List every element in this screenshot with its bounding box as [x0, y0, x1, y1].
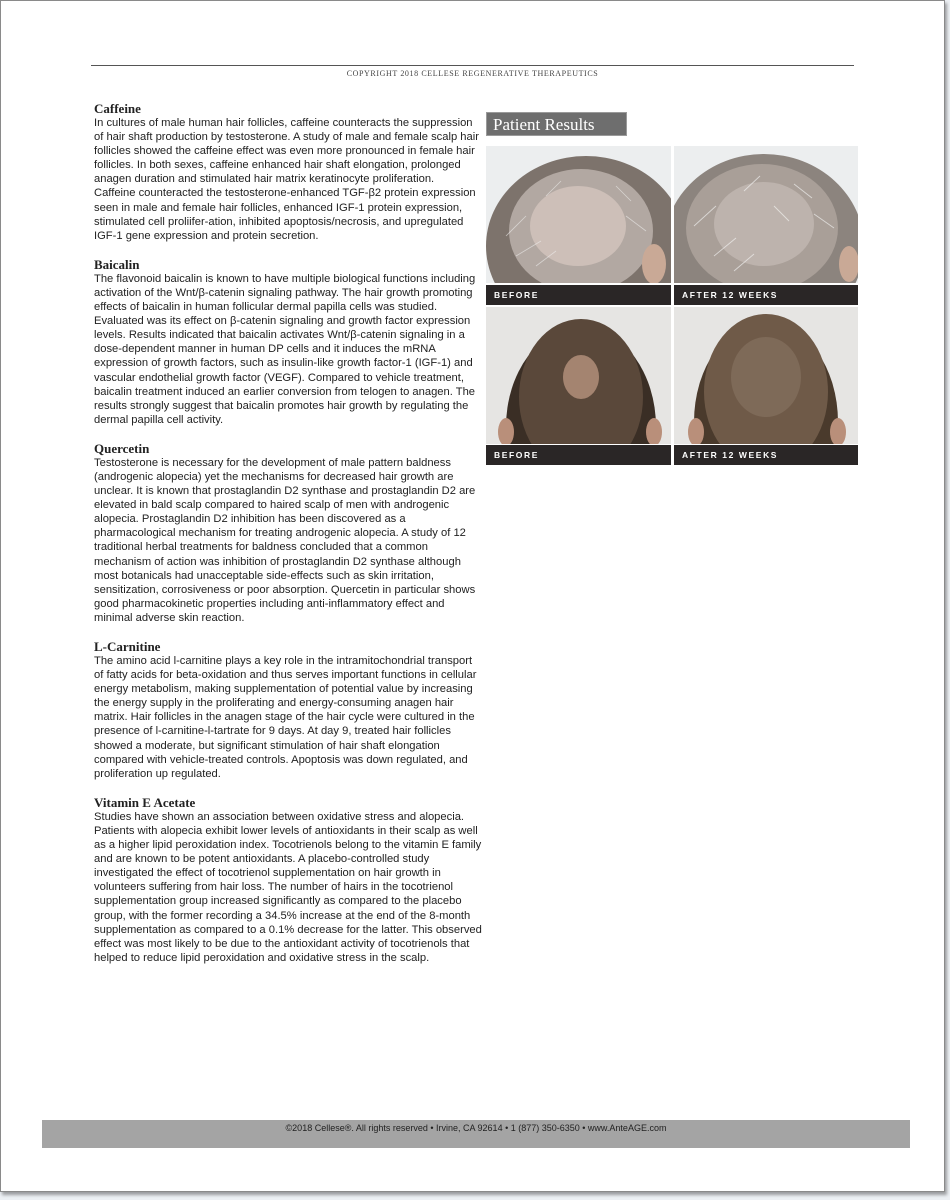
section-baicalin: [94, 257, 482, 427]
patient-results-banner: Patient Results: [486, 112, 627, 136]
section-body: The amino acid l-carnitine plays a key role in the intramitochondrial transport of fatty acids for beta-oxidation and thus serves important functions in cellular energy metabolism, making supplementation of potential value by increasing the energy supply in the proliferating and energy-consuming anagen hair matrix. Hair follicles in the anagen stage of the hair cycle were cultured in the presence of l-carnitine-l-tartrate for 9 days. At day 9, treated hair follicles showed a moderate, but significant stimulation of hair shaft elongation compared with vehicle-treated controls. Apoptosis was down regulated, and proliferation up regulated.: [94, 655, 477, 780]
section-title: Baicalin: [94, 256, 140, 272]
patient2-after-photo: [674, 307, 858, 444]
section-body: Studies have shown an association between oxidative stress and alopecia. Patients with alopecia exhibit lower levels of antioxidants in their scalp as well as a higher lipid peroxidation index. Tocotrienols belong to the vitamin E family and are known to be potent antioxidants. A placebo-controlled study investigated the effect of tocotrienol supplementation on hair growth in volunteers suffering from hair loss. The number of hairs in the tocotrienol supplementation group increased significantly as compared to the placebo group, with the former recording a 34.5% increase at the end of the 8-month supplementation as compared to a 0.1% decrease for the latter. This observed effect was most likely to be due to the antioxidant activity of tocotrienols that helped to reduce lipid peroxidation and oxidative stress in the scalp.: [94, 810, 482, 964]
section-body-continued: Caffeine counteracted the testosterone-enhanced TGF-β2 protein expression seen in male and female hair follicles, enhanced IGF-1 protein expression, stimulated cell proliifer-ation, inhibited apoptosis/necrosis, and upregulated IGF-1 gene expression and protein secretion.: [94, 187, 476, 242]
caption-before: BEFORE: [486, 285, 671, 305]
section-body: Testosterone is necessary for the development of male pattern baldness (androgenic alopecia) yet the mechanisms for decreased hair growth are unclear. It is known that prostaglandin D2 synthase and prostaglandin D2 are elevated in bald scalp compared to haired scalp of men with androgenic alopecia. Prostaglandin D2 inhibition has been discovered as a pharmacological mechanism for treating androgenic alopecia. A study of 12 traditional herbal treatments for baldness concluded that a common mechanism of action was inhibition of prostaglandin D2 synthase although most botanicals had unacceptable side-effects such as skin irritation, sensitization, corrosiveness or poor absorption. Quercetin in particular shows good pharmacokinetic properties including anti-inflammatory effect and minimal adverse skin reaction.: [94, 456, 476, 624]
section-title: Quercetin: [94, 440, 150, 456]
section-quercetin: [94, 441, 482, 625]
section-body: The flavonoid baicalin is known to have multiple biological functions including activation of the Wnt/β-catenin signaling pathway. The hair growth promoting effects of baicalin in human follicular dermal papilla cells was studied. Evaluated was its effect on β-catenin signaling and growth factor expression levels. Results indicated that baicalin activates Wnt/β-catenin signaling in a dose-dependent manner in human DP cells and it induces the mRNA expression of growth factors, such as insulin-like growth factor-1 (IGF-1) and vascular endothelial growth factor (VEGF). Compared to vehicle treatment, baicalin treatment induced an earlier conversion from telogen to anagen. The results strongly suggest that baicalin promotes hair growth by regulating the dermal papilla cell activity.: [94, 272, 476, 426]
patient1-after-photo: [674, 146, 858, 283]
caption-before: BEFORE: [486, 445, 671, 465]
caption-after: AFTER 12 WEEKS: [674, 445, 858, 465]
patient1-before-photo: [486, 146, 671, 283]
patient2-before-photo: [486, 307, 671, 444]
copyright-line: COPYRIGHT 2018 CELLESE REGENERATIVE THERAPEUTICS: [346, 69, 599, 78]
ingredients-column: [94, 101, 482, 979]
section-l-carnitine: [94, 639, 482, 781]
footer-bar: [42, 1120, 910, 1148]
section-caffeine: [94, 101, 482, 243]
section-title: L-Carnitine: [94, 639, 161, 654]
section-vitamin-e-acetate: [94, 795, 482, 965]
footer-text: ©2018 Cellese®. All rights reserved • Irvine, CA 92614 • 1 (877) 350-6350 • www.AnteAGE.com: [285, 1123, 667, 1133]
caption-after: AFTER 12 WEEKS: [674, 285, 858, 305]
header-rule: [91, 65, 854, 66]
section-title: Caffeine: [94, 101, 141, 116]
section-title: Vitamin E Acetate: [94, 794, 196, 810]
section-body: In cultures of male human hair follicles, caffeine counteracts the suppression of hair shaft production by testosterone. A study of male and female scalp hair follicles showed the caffeine effect was even more pronounced in female hair follicles. In both sexes, caffeine enhanced hair shaft elongation, prolonged anagen duration and stimulated hair matrix keratinocyte proliferation.: [94, 117, 479, 186]
